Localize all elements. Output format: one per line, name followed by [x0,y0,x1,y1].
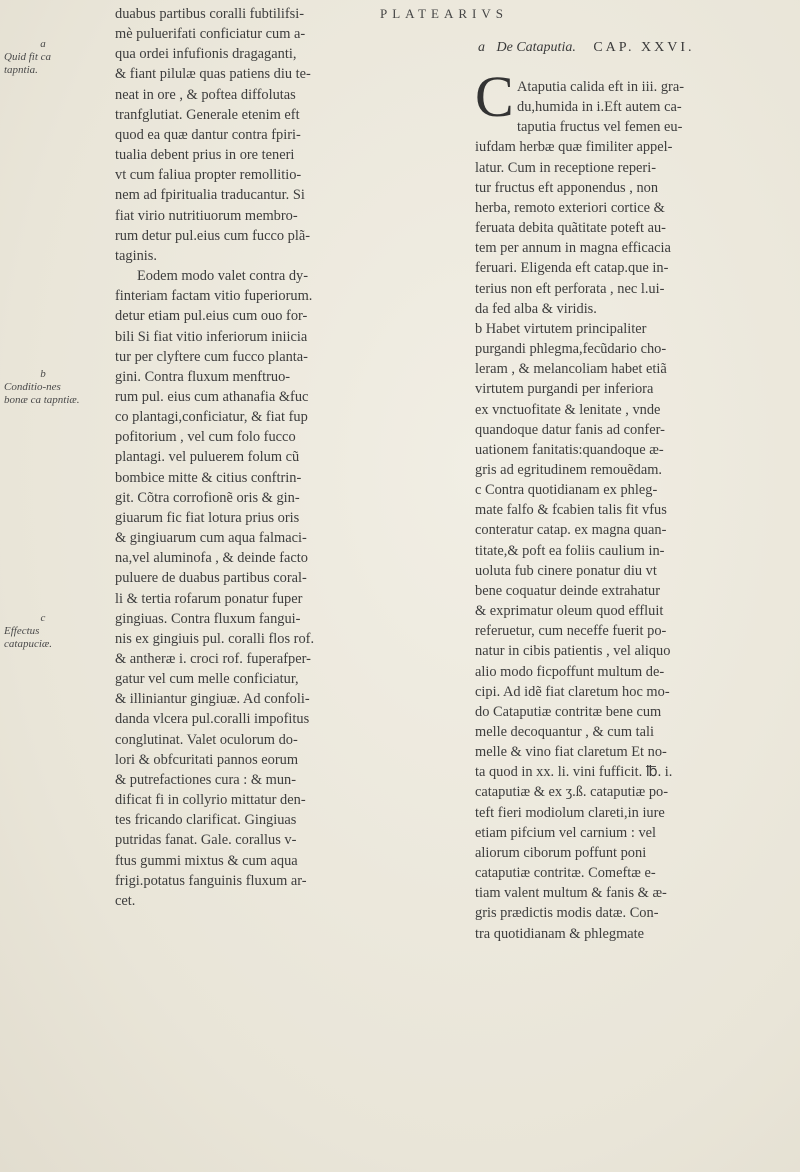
gloss-text: Effectus catapuciæ. [4,625,52,650]
left-column-line: lori & obfcuritati pannos eorum [115,751,299,768]
left-column-line: bombice mitte & citius conftrin- [115,469,302,486]
left-column-line: qua ordei infufionis dragaganti, [115,46,297,63]
right-column-line: bene coquatur deinde extrahatur [475,582,660,599]
right-column-line: iufdam herbæ quæ fimiliter appel- [475,139,673,156]
left-column-line: vt cum faliua propter remollitio- [115,167,302,184]
gloss-letter: c [40,612,46,624]
gloss-letter: a [40,38,46,50]
right-column-line: conteratur catap. ex magna quan- [475,522,667,539]
right-column-line: du,humida in i.Eft autem ca- [517,99,682,116]
right-column-line: do Cataputiæ contritæ bene cum [475,703,662,720]
left-column-line: gingiuas. Contra fluxum fangui- [115,610,301,627]
right-column-line: alio modo ficpoffunt multum de- [475,663,665,680]
right-column-line: cipi. Ad idẽ fiat claretum hoc mo- [475,683,670,700]
margin-gloss-c [4,612,82,651]
right-column-line: etiam pifcium vel carnium : vel [475,824,657,841]
right-column-line: melle & vino fiat claretum Et no- [475,744,667,761]
right-column-line: uoluta fub cinere ponatur diu vt [475,562,657,579]
right-column-line: feruari. Eligenda eft catap.que in- [475,260,669,277]
right-column-line: herba, remoto exteriori cortice & [475,199,665,216]
left-column-line: puluere de duabus partibus coral- [115,570,307,587]
left-column-line: bili Si fiat vitio inferiorum iniicia [115,328,308,345]
right-column-line: aliorum ciborum poffunt poni [475,844,647,861]
left-column-line: co plantagi,conficiatur, & fiat fup [115,409,308,426]
right-column-line: feruata debita quãtitate poteft au- [475,220,666,237]
left-column-line: git. Cõtra corrofionẽ oris & gin- [115,489,300,506]
right-column-line: tiam valent multum & fanis & æ- [475,885,667,902]
drop-capital: C [475,64,514,129]
right-column-line: tra quotidianam & phlegmate [475,925,645,942]
left-column-line: rum detur pul.eius cum fucco plã- [115,227,311,244]
right-column-line: tur fructus eft apponendus , non [475,179,659,196]
right-column-line: purgandi phlegma,fecũdario cho- [475,341,667,358]
margin-gloss-b [4,368,82,407]
left-column-line: danda vlcera pul.coralli impofitus [115,711,310,728]
right-column-line: cataputiæ & ex ʒ.ß. cataputiæ po- [475,784,669,801]
left-column-line: ftus gummi mixtus & cum aqua [115,852,298,869]
right-column-line: taputia fructus vel femen eu- [517,119,683,136]
right-column-line: teft fieri modiolum clareti,in iure [475,804,665,821]
right-column-line: referuetur, cum neceffe fuerit po- [475,623,667,640]
right-column-line: mate falfo & fcabien talis fit vfus [475,502,667,519]
left-column-line: gini. Contra fluxum menftruo- [115,368,291,385]
left-column-line: na,vel aluminofa , & deinde facto [115,550,309,567]
left-column-line: fiat virio nutritiuorum membro- [115,207,298,224]
left-column-line: dificat fi in collyrio mittatur den- [115,792,306,809]
right-column-line: tem per annum in magna efficacia [475,240,671,257]
left-column-line: li & tertia rofarum ponatur fuper [115,590,303,607]
left-column-line: giuarum fic fiat lotura prius oris [115,509,300,526]
left-column-line: & illiniantur gingiuæ. Ad confoli- [115,691,310,708]
right-column-line: gris ad egritudinem remouẽdam. [475,461,663,478]
left-column-line: & fiant pilulæ quas patiens diu te- [115,66,311,83]
right-column-line: leram , & melancoliam habet etiã [475,361,667,378]
left-column-line: neat in ore , & poftea diffolutas [115,86,296,103]
left-column-body [115,4,314,911]
right-column-line: b Habet virtutem principaliter [475,320,647,337]
left-column-line: & putrefactiones cura : & mun- [115,771,297,788]
left-column-line: duabus partibus coralli fubtilifsi- [115,6,305,22]
gloss-letter: b [40,368,46,380]
gloss-text: Quid fit ca tapntia. [4,51,52,76]
chapter-marker: a [478,40,485,55]
right-column-line: quandoque datur fanis ad confer- [475,421,665,438]
left-column-line: pofitorium , vel cum folo fucco [115,429,296,446]
left-column-line: frigi.potatus fanguinis fluxum ar- [115,872,307,889]
left-column-line: tualia debent prius in ore teneri [115,147,295,164]
left-column-line: & gingiuarum cum aqua falmaci- [115,530,307,547]
chapter-heading [478,40,798,56]
left-column-line: putridas fanat. Gale. corallus v- [115,832,297,849]
right-column-line: Ataputia calida eft in iii. gra- [517,79,685,95]
right-column-line: uationem fanitatis:quandoque æ- [475,441,664,458]
left-column-line: nem ad fpiritualia traducantur. Si [115,187,305,204]
right-column-line: titate,& poft ea foliis caulium in- [475,542,665,559]
gloss-text: Conditio-nes bonæ ca tapntiæ. [4,381,80,406]
left-column-line: taginis. [115,247,157,264]
right-column-line: ta quod in xx. li. vini fufficit. ℔. i. [475,764,673,781]
left-column-line: plantagi. vel puluerem folum cũ [115,449,300,466]
running-head: PLATEARIVS [380,6,509,21]
left-column-line: conglutinat. Valet oculorum do- [115,731,298,748]
right-column-line: terius non eft perforata , nec l.ui- [475,280,665,297]
right-column-line: cataputiæ contritæ. Comeftæ e- [475,865,656,882]
right-column-line: latur. Cum in receptione reperi- [475,159,657,176]
left-column-line: tranfglutiat. Generale etenim eft [115,106,300,123]
left-column-line: detur etiam pul.eius cum ouo for- [115,308,308,325]
chapter-title: De Cataputia. [496,40,576,55]
right-column-line: da fed alba & viridis. [475,300,597,317]
right-column-body [475,77,684,944]
left-column-line: mè puluerifati conficiatur cum a- [115,26,306,43]
right-column-line: virtutem purgandi per inferiora [475,381,654,398]
chapter-number: CAP. XXVI. [593,40,695,55]
left-column-line: rum pul. eius cum athanafia &fuc [115,388,309,405]
right-column-line: natur in cibis patientis , vel aliquo [475,643,671,660]
left-column-line: gatur vel cum melle conficiatur, [115,671,299,688]
margin-gloss-a [4,38,82,77]
left-column-line: nis ex gingiuis pul. coralli flos rof. [115,630,315,647]
left-column-line: cet. [115,892,136,909]
left-column-line: & antheræ i. croci rof. fuperafper- [115,651,311,667]
right-column-line: & exprimatur oleum quod effluit [475,603,664,620]
right-column-line: c Contra quotidianam ex phleg- [475,482,658,499]
right-column-line: melle decoquantur , & cum tali [475,724,655,740]
left-column-line: finteriam factam vitio fuperiorum. [115,288,313,305]
left-column-line: quod ea quæ dantur contra fpiri- [115,126,301,143]
left-column-line: tur per clyftere cum fucco planta- [115,348,308,365]
right-column-line: gris prædictis modis datæ. Con- [475,905,659,922]
left-column-line: tes fricando clarificat. Gingiuas [115,812,297,829]
left-column-line: Eodem modo valet contra dy- [137,268,309,285]
right-column-line: ex vnctuofitate & lenitate , vnde [475,401,661,418]
